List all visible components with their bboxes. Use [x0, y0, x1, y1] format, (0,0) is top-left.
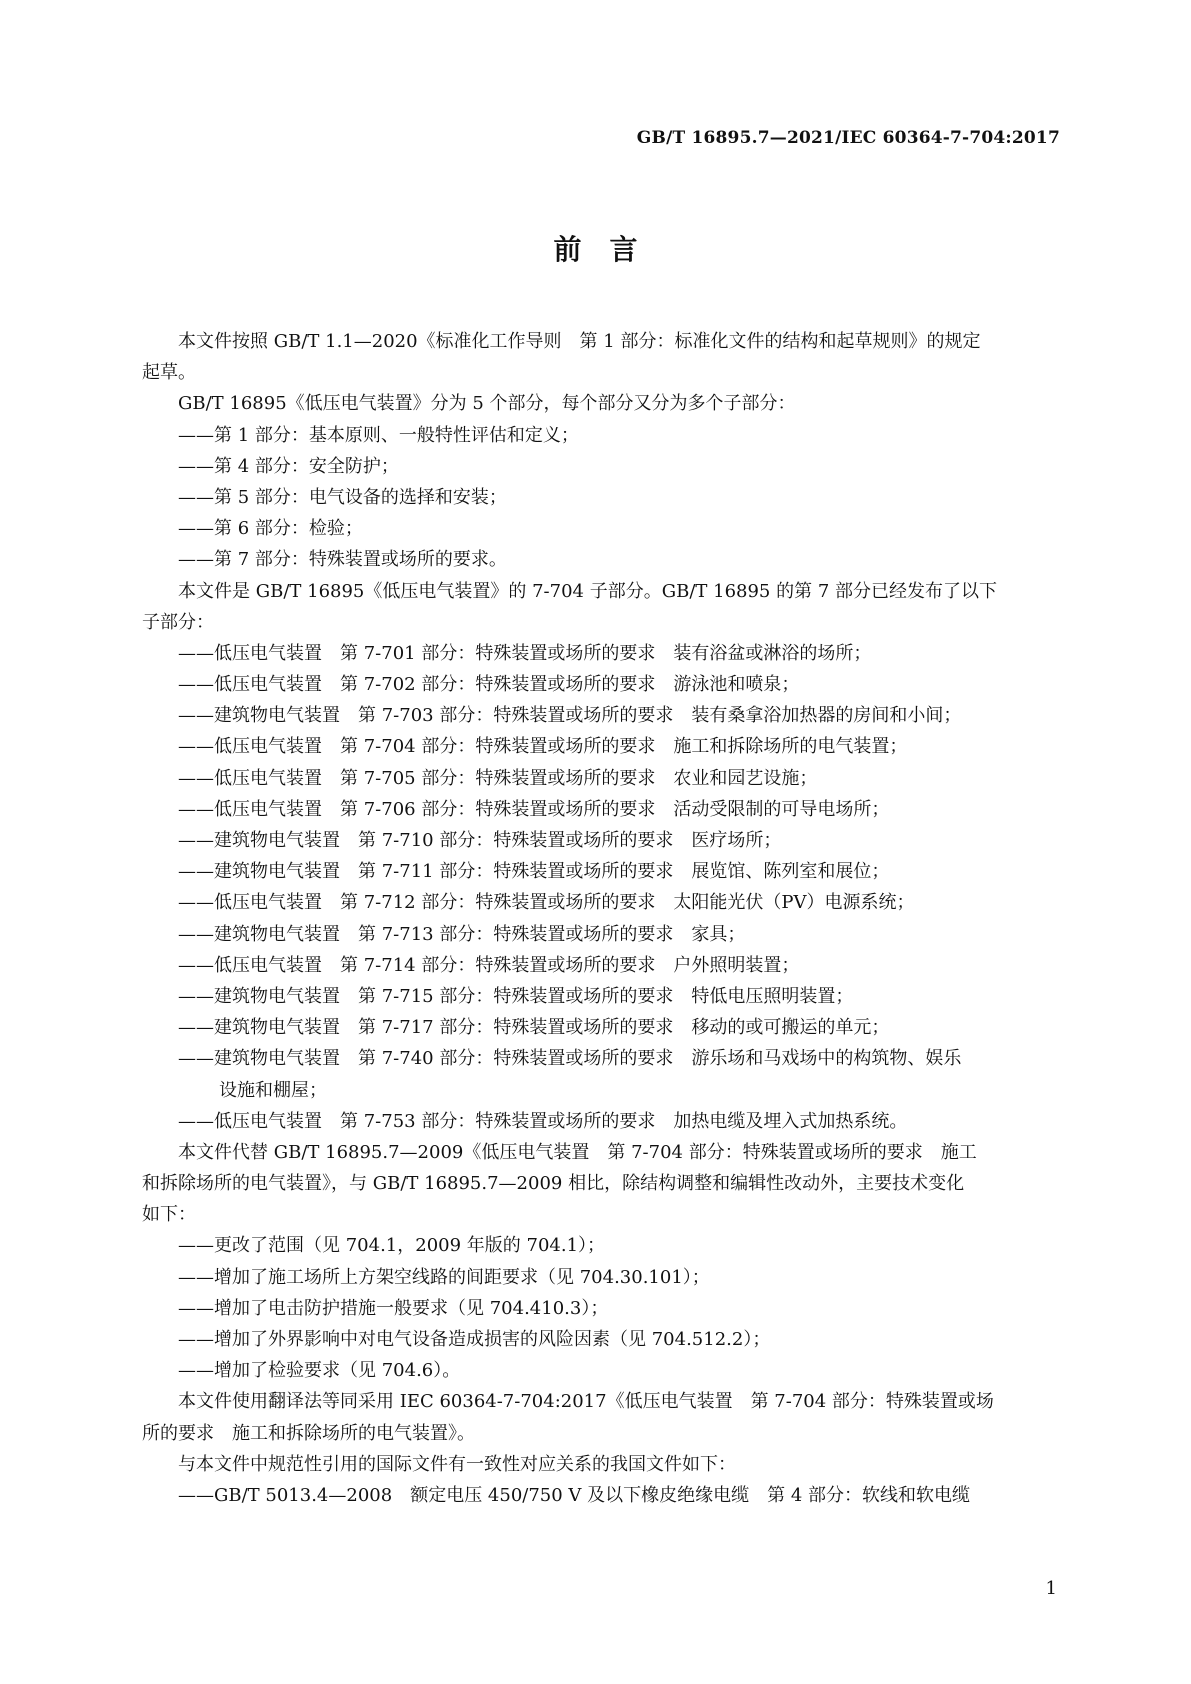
text-line: ——第 7 部分：特殊装置或场所的要求。: [178, 549, 507, 571]
text-line: ——低压电气装置 第 7-712 部分：特殊装置或场所的要求 太阳能光伏（PV）电源系统；: [178, 892, 915, 914]
text-line: ——GB/T 5013.4—2008 额定电压 450/750 V 及以下橡皮绝缘电缆 第 4 部分：软线和软电缆: [178, 1484, 971, 1506]
document-id-header: GB/T 16895.7—2021/IEC 60364-7-704:2017: [636, 128, 1060, 148]
text-line: ——增加了外界影响中对电气设备造成损害的风险因素（见 704.512.2）；: [178, 1329, 771, 1350]
text-line: ——增加了电击防护措施一般要求（见 704.410.3）；: [178, 1297, 609, 1319]
text-line: 起草。: [142, 362, 196, 384]
text-line: 和拆除场所的电气装置》，与 GB/T 16895.7—2009 相比，除结构调整和编辑性改动外，主要技术变化: [142, 1173, 965, 1195]
text-line: ——增加了施工场所上方架空线路的间距要求（见 704.30.101）；: [178, 1266, 710, 1288]
text-line: 设施和棚屋；: [219, 1079, 327, 1101]
text-line: ——建筑物电气装置 第 7-715 部分：特殊装置或场所的要求 特低电压照明装置；: [178, 985, 854, 1007]
text-line: ——建筑物电气装置 第 7-740 部分：特殊装置或场所的要求 游乐场和马戏场中的构筑物、娱乐: [178, 1048, 962, 1070]
text-line: GB/T 16895《低压电气装置》分为 5 个部分，每个部分又分为多个子部分：: [178, 393, 796, 415]
text-line: ——建筑物电气装置 第 7-713 部分：特殊装置或场所的要求 家具；: [178, 923, 746, 945]
text-line: ——低压电气装置 第 7-701 部分：特殊装置或场所的要求 装有浴盆或淋浴的场所；: [178, 642, 872, 664]
text-line: ——增加了检验要求（见 704.6）。: [178, 1360, 461, 1382]
text-line: 本文件使用翻译法等同采用 IEC 60364-7-704:2017《低压电气装置 第 7-704 部分：特殊装置或场: [178, 1391, 994, 1413]
text-line: ——低压电气装置 第 7-705 部分：特殊装置或场所的要求 农业和园艺设施；: [178, 767, 818, 789]
document-body: [142, 326, 1064, 1511]
text-line: ——第 1 部分：基本原则、一般特性评估和定义；: [178, 424, 579, 446]
text-line: ——建筑物电气装置 第 7-717 部分：特殊装置或场所的要求 移动的或可搬运的单元；: [178, 1017, 890, 1039]
text-line: 本文件代替 GB/T 16895.7—2009《低压电气装置 第 7-704 部分：特殊装置或场所的要求 施工: [178, 1141, 977, 1163]
text-line: 本文件按照 GB/T 1.1—2020《标准化工作导则 第 1 部分：标准化文件的结构和起草规则》的规定: [178, 331, 981, 352]
page-title: 前言: [553, 233, 666, 266]
text-line: ——第 5 部分：电气设备的选择和安装；: [178, 486, 507, 508]
text-line: ——第 4 部分：安全防护；: [178, 455, 399, 477]
text-line: ——低压电气装置 第 7-714 部分：特殊装置或场所的要求 户外照明装置；: [178, 954, 800, 976]
text-line: ——第 6 部分：检验；: [178, 518, 363, 540]
text-line: ——建筑物电气装置 第 7-703 部分：特殊装置或场所的要求 装有桑拿浴加热器的房间和小间；: [178, 705, 962, 727]
text-line: 如下：: [142, 1204, 196, 1226]
text-line: ——建筑物电气装置 第 7-710 部分：特殊装置或场所的要求 医疗场所；: [178, 830, 782, 851]
text-line: 子部分：: [142, 611, 214, 633]
page-number: 1: [1045, 1578, 1057, 1599]
text-line: 与本文件中规范性引用的国际文件有一致性对应关系的我国文件如下：: [178, 1453, 736, 1475]
text-line: ——低压电气装置 第 7-753 部分：特殊装置或场所的要求 加热电缆及埋入式加热系统。: [178, 1110, 908, 1132]
text-line: 本文件是 GB/T 16895《低压电气装置》的 7-704 子部分。GB/T 16895 的第 7 部分已经发布了以下: [178, 580, 997, 602]
text-line: ——低压电气装置 第 7-702 部分：特殊装置或场所的要求 游泳池和喷泉；: [178, 674, 800, 696]
text-line: 所的要求 施工和拆除场所的电气装置》。: [142, 1422, 475, 1444]
text-line: ——建筑物电气装置 第 7-711 部分：特殊装置或场所的要求 展览馆、陈列室和展位；: [178, 861, 890, 883]
text-line: ——更改了范围（见 704.1，2009 年版的 704.1）；: [178, 1235, 606, 1257]
text-line: ——低压电气装置 第 7-706 部分：特殊装置或场所的要求 活动受限制的可导电场所；: [178, 798, 890, 820]
text-line: ——低压电气装置 第 7-704 部分：特殊装置或场所的要求 施工和拆除场所的电气装置；: [178, 736, 908, 758]
